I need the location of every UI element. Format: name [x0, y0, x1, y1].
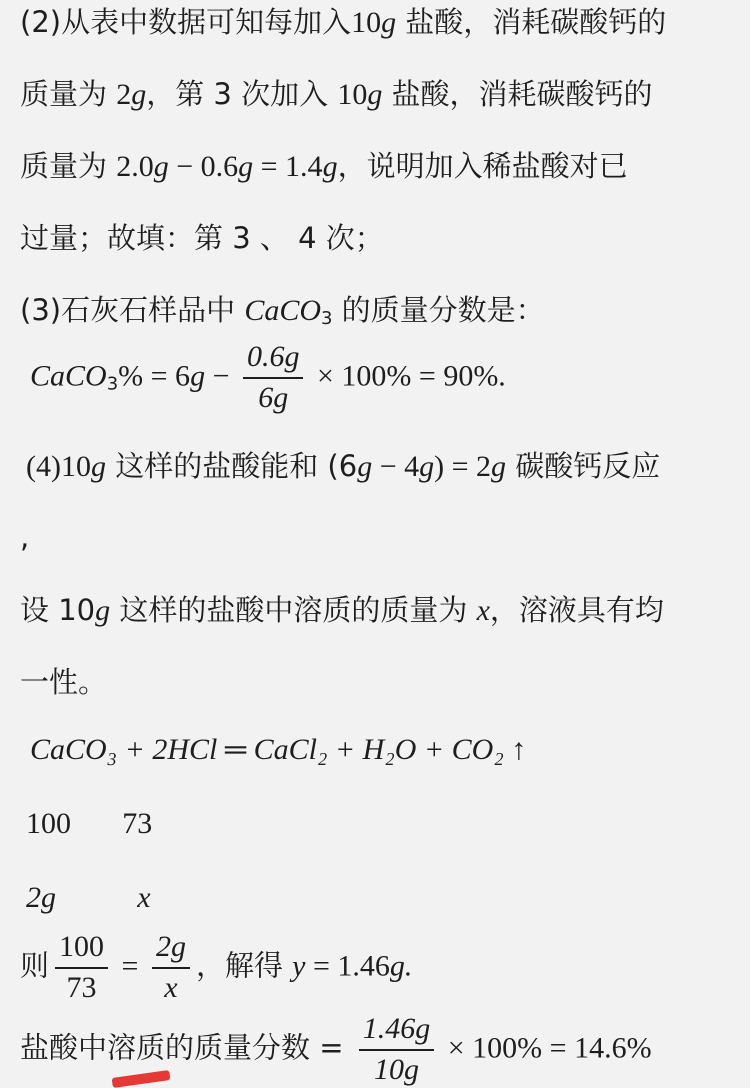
- unit: g: [491, 450, 507, 483]
- text: 碳酸钙反应: [506, 449, 661, 483]
- denominator: 10g: [374, 1052, 419, 1086]
- fraction: [152, 930, 190, 1005]
- text: 质量为: [20, 77, 117, 111]
- unit: g: [238, 150, 254, 183]
- text: ,: [20, 520, 30, 554]
- unit: g.: [389, 949, 413, 983]
- number: 73: [122, 807, 153, 840]
- numerator: 0.6g: [243, 340, 304, 379]
- fraction: [359, 1012, 435, 1087]
- ratio-row-1: [26, 806, 750, 841]
- fraction: [55, 930, 108, 1005]
- number: ) = 2: [434, 450, 492, 483]
- p4-comma: [20, 520, 750, 554]
- formula: CaCO₃ + 2HCl ═ CaCl₂ + H₂O + CO₂ ↑: [30, 733, 527, 766]
- number: − 0.6: [168, 150, 239, 183]
- p4-line-2: [20, 588, 750, 629]
- unit: g: [322, 150, 338, 183]
- number: × 100% = 14.6%: [440, 1031, 652, 1065]
- text: 则: [20, 948, 50, 983]
- p2-line-4: [20, 216, 750, 257]
- unit: g: [153, 150, 169, 183]
- proportion-line: [20, 930, 750, 1005]
- numerator: 100: [55, 930, 108, 969]
- operator: −: [205, 359, 237, 393]
- p3-title: [20, 288, 750, 329]
- number: × 100% = 90%.: [309, 359, 506, 393]
- subscript: 3: [106, 373, 119, 395]
- unit: g: [357, 450, 373, 483]
- variable: x: [476, 594, 490, 627]
- unit: g: [131, 78, 147, 111]
- text: 这样的盐酸能和 (6: [105, 449, 358, 483]
- number: 100: [26, 807, 71, 840]
- reaction-equation: [30, 732, 750, 767]
- mass: 2g: [26, 881, 56, 914]
- variable: x: [137, 881, 151, 914]
- text: 的质量分数是：: [332, 293, 545, 327]
- number: − 4: [372, 450, 420, 483]
- p3-equation: [30, 340, 750, 415]
- unit: g: [90, 450, 106, 483]
- fraction: [243, 340, 304, 415]
- unit: g: [367, 78, 383, 111]
- text: (3)石灰石样品中: [20, 293, 245, 327]
- p4-line-1: [26, 444, 750, 485]
- text: ，说明加入稀盐酸对已: [337, 149, 628, 183]
- unit: g: [190, 359, 206, 393]
- number: 2.0: [116, 150, 154, 183]
- text: 设 10: [20, 593, 96, 627]
- unit: g: [419, 450, 435, 483]
- text: 质量为: [20, 149, 117, 183]
- text: 盐酸中溶质的质量分数 =: [20, 1030, 353, 1065]
- number: 10: [351, 6, 382, 39]
- text: 过量；故填：第 3 、 4 次；: [20, 221, 384, 255]
- p2-line-3: [20, 144, 750, 185]
- ratio-row-2: [26, 880, 750, 915]
- text: ，解得: [195, 948, 293, 983]
- p2-line-1: [20, 0, 750, 41]
- number: (4)10: [26, 450, 91, 483]
- number: = 1.46: [305, 949, 390, 983]
- denominator: x: [164, 970, 178, 1004]
- unit: g: [95, 594, 111, 627]
- text: ，溶液具有均: [489, 593, 664, 627]
- formula: CaCO: [244, 294, 321, 327]
- unit: g: [381, 6, 397, 39]
- number: 2: [116, 78, 132, 111]
- number: 10: [337, 78, 368, 111]
- denominator: 73: [66, 970, 97, 1004]
- operator: =: [114, 949, 146, 983]
- text: (2)从表中数据可知每加入: [20, 5, 352, 39]
- text: 一性。: [20, 665, 108, 699]
- p2-line-2: [20, 72, 750, 113]
- text: 盐酸，消耗碳酸钙的: [382, 77, 653, 111]
- formula: CaCO: [30, 359, 107, 393]
- text: 这样的盐酸中溶质的质量为: [110, 593, 477, 627]
- variable: y: [292, 949, 306, 983]
- number: % = 6: [118, 359, 191, 393]
- text: 盐酸，消耗碳酸钙的: [396, 5, 667, 39]
- numerator: 1.46g: [359, 1012, 435, 1051]
- number: = 1.4: [253, 150, 323, 183]
- p4-line-3: [20, 660, 750, 701]
- text: ，第 3 次加入: [146, 77, 338, 111]
- numerator: 2g: [152, 930, 190, 969]
- subscript: 3: [321, 308, 333, 329]
- denominator: 6g: [258, 380, 289, 414]
